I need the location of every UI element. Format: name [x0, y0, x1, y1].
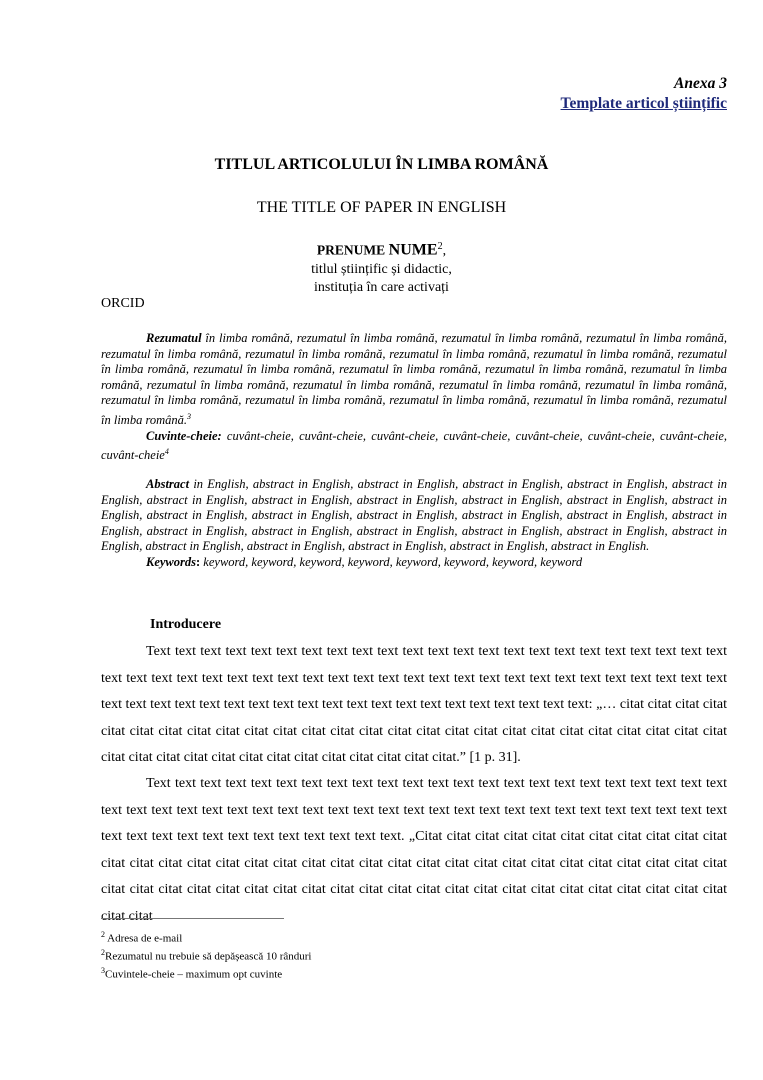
section-heading: Introducere	[150, 617, 222, 632]
body-paragraph-1	[101, 639, 727, 772]
footnote-text: Adresa de e-mail	[105, 932, 183, 945]
keywords-ro-text: cuvânt-cheie, cuvânt-cheie, cuvânt-cheie, cuvânt-cheie, cuvânt-cheie, cuvânt-cheie, cuvânt-cheie, cuvânt-cheie	[101, 428, 727, 463]
abstract-ro-text: în limba română, rezumatul în limba română, rezumatul în limba română, rezumatul în limba română, rezumatul în limba română, rezumatul în limba română, rezumatul în limba română, rezumatul în limba română, rezumatul în limba română, rezumatul în limba română, rezumatul în limba română, rezumatul în limba română, rezumatul în limba română, rezumatul în limba română, rezumatul în limba română, rezumatul în limba română, rezumatul în limba română, rezumatul în limba română, rezumatul în limba română, rezumatul în limba română, rezumatul în limba română, rezumatul în limba română.	[101, 331, 727, 428]
abstract-ro	[101, 331, 727, 429]
abstract-en	[101, 477, 727, 555]
author-footnote-ref: 2	[437, 241, 443, 252]
keywords-en-lead: Keywords	[146, 554, 196, 569]
keywords-ro-footnote-ref: 4	[164, 447, 169, 457]
abstract-ro-lead: Rezumatul	[146, 331, 202, 345]
title-english: THE TITLE OF PAPER IN ENGLISH	[256, 199, 507, 216]
orcid-label: ORCID	[101, 296, 145, 311]
footnote-number: 2	[101, 948, 105, 958]
footnote-item	[101, 964, 311, 982]
author-degree: titlul științific și didactic,	[311, 261, 452, 277]
abstract-en-text: in English, abstract in English, abstract in English, abstract in English, abstract in English, abstract in English, abstract in English, abstract in English, abstract in English, abstract in English, abstract in English, abstract in English, abstract in English, abstract in English, abstract in English, abstract in English, abstract in English, abstract in English, abstract in English, abstract in English, abstract in English, abstract in English, abstract in English, abstract in English, abstract in English, abstract in English, abstract in English, abstract in English, abstract in English.	[101, 477, 727, 554]
annex-subtitle-link[interactable]: Template articol științific	[560, 95, 727, 112]
paragraph-2-text: Text text text text text text text text text text text text text text text text text text text text text text text text text text text text text text text text text text text text text text text text text text text text text text text text text text text text text text text text text text text text. „Citat citat citat citat citat citat citat citat citat citat citat citat citat citat citat citat citat citat citat citat citat citat citat citat citat citat citat citat citat citat citat citat citat citat citat citat citat citat citat citat citat citat citat citat citat citat citat citat citat citat citat citat citat citat citat citat citat	[101, 776, 727, 924]
author-first-name: PRENUME	[316, 242, 386, 258]
footnote-text: Rezumatul nu trebuie să depășească 10 rânduri	[105, 950, 312, 963]
footnote-item	[101, 928, 311, 946]
footnote-number: 3	[101, 966, 105, 976]
title-romanian: TITLUL ARTICOLULUI ÎN LIMBA ROMÂNĂ	[214, 156, 549, 173]
abstract-en-lead: Abstract	[146, 477, 190, 491]
footnotes	[101, 928, 311, 982]
author-institution: instituția în care activați	[314, 279, 449, 295]
footnote-separator	[101, 918, 284, 919]
keywords-en	[101, 555, 727, 571]
keywords-ro	[101, 429, 727, 464]
abstract-ro-block	[101, 331, 727, 464]
annex-label: Anexa 3	[674, 75, 727, 92]
footnote-text: Cuvintele-cheie – maximum opt cuvinte	[105, 968, 283, 981]
footnote-number: 2	[101, 930, 105, 939]
keywords-en-text: keyword, keyword, keyword, keyword, keyword, keyword, keyword, keyword	[200, 554, 583, 569]
keywords-en-colon: :	[196, 554, 201, 569]
paragraph-1-text: Text text text text text text text text text text text text text text text text text text text text text text text text text text text text text text text text text text text text text text text text text text text text text text text text text text text text text text text text text text text text text text text text text text text text: „… citat citat citat citat citat citat citat citat citat citat citat citat citat citat citat citat citat citat citat citat citat citat citat citat citat citat citat citat citat citat citat citat citat citat citat citat citat citat citat.” [1 p. 31].	[101, 644, 727, 765]
author-name-line	[0, 238, 763, 261]
abstract-ro-footnote-ref: 3	[187, 411, 191, 421]
keywords-ro-lead: Cuvinte-cheie:	[146, 428, 222, 443]
body-paragraph-2	[101, 771, 727, 924]
author-block	[0, 238, 763, 297]
author-comma: ,	[442, 243, 447, 259]
abstract-en-block	[101, 477, 727, 571]
footnote-item	[101, 946, 311, 964]
author-last-name: NUME	[388, 241, 438, 259]
